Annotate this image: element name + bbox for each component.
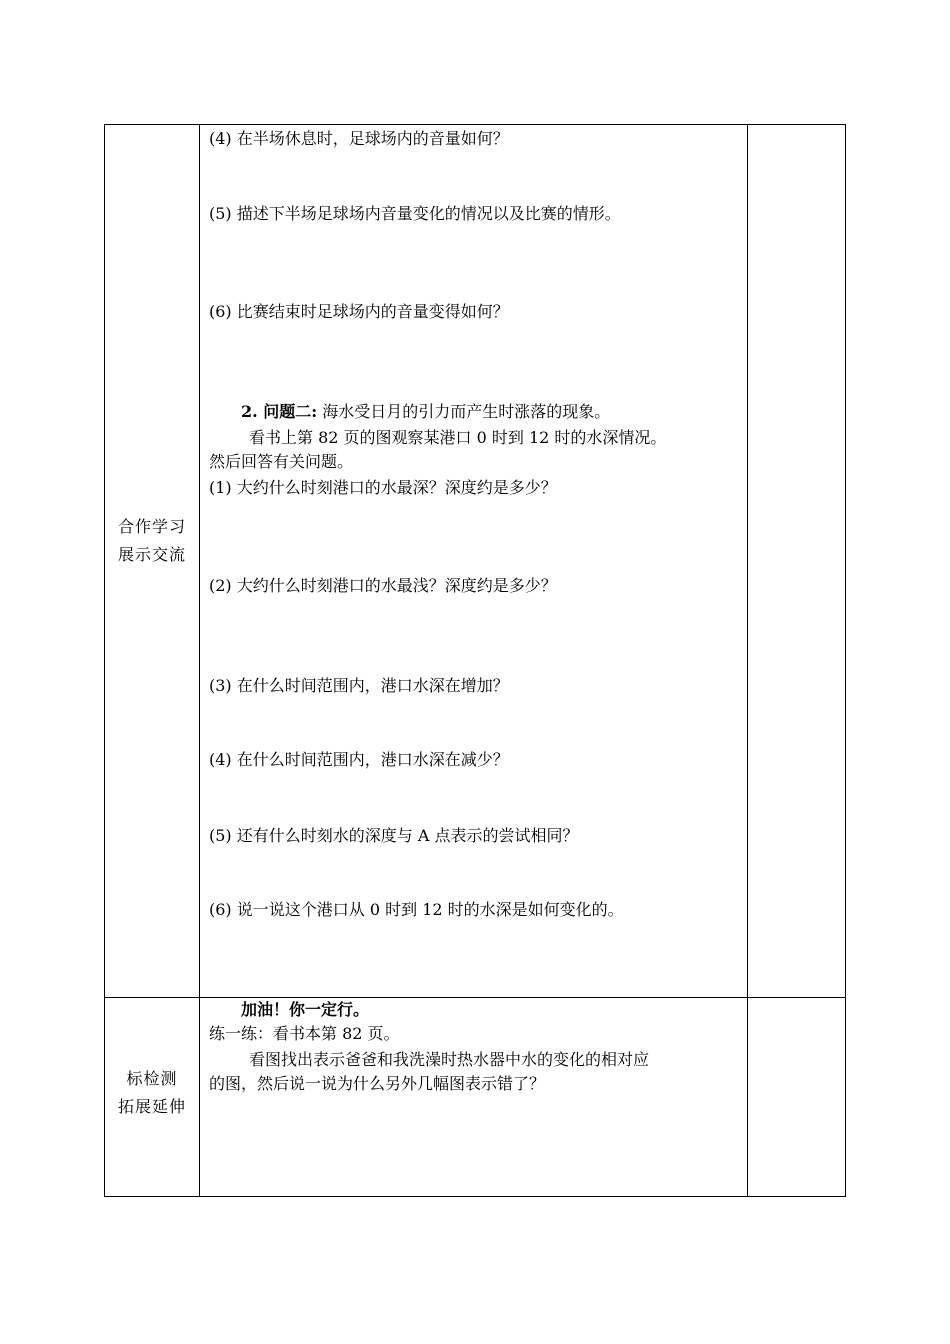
question-item: (1) 大约什么时刻港口的水最深？深度约是多少？ <box>209 478 557 497</box>
practice-text: 练一练：看书本第 82 页。 <box>209 1024 400 1043</box>
section-label-cooperative-learning <box>105 513 199 569</box>
column-divider-left <box>199 125 200 1196</box>
question-item: (6) 说一说这个港口从 0 时到 12 时的水深是如何变化的。 <box>209 900 624 919</box>
problem-two-title: 海水受日月的引力而产生时涨落的现象。 <box>317 402 611 421</box>
section-label-extension <box>105 1065 199 1121</box>
question-item: (5) 描述下半场足球场内音量变化的情况以及比赛的情形。 <box>209 204 621 223</box>
task-text: 的图，然后说一说为什么另外几幅图表示错了？ <box>209 1074 546 1093</box>
task-text: 看图找出表示爸爸和我洗澡时热水器中水的变化的相对应 <box>249 1050 650 1069</box>
question-item: (6) 比赛结束时足球场内的音量变得如何？ <box>209 302 509 321</box>
column-divider-right <box>747 125 748 1196</box>
problem-two-heading <box>241 401 610 423</box>
question-item: (2) 大约什么时刻港口的水最浅？深度约是多少？ <box>209 576 557 595</box>
section-label-line: 合作学习 <box>117 517 186 536</box>
problem-two-intro: 看书上第 82 页的图观察某港口 0 时到 12 时的水深情况。 <box>249 428 667 447</box>
worksheet-table <box>104 124 846 1197</box>
row-divider <box>105 997 845 998</box>
problem-two-label: 2. 问题二: <box>241 402 318 421</box>
question-item: (4) 在半场休息时，足球场内的音量如何？ <box>209 129 509 148</box>
section-label-line: 标检测 <box>126 1069 178 1088</box>
problem-two-intro: 然后回答有关问题。 <box>209 452 354 471</box>
question-item: (4) 在什么时间范围内，港口水深在减少？ <box>209 750 509 769</box>
question-item: (3) 在什么时间范围内，港口水深在增加？ <box>209 676 509 695</box>
encouragement-text: 加油！你一定行。 <box>241 1000 370 1019</box>
section-label-line: 展示交流 <box>117 545 186 564</box>
question-item: (5) 还有什么时刻水的深度与 A 点表示的尝试相同？ <box>209 826 579 845</box>
section-label-line: 拓展延伸 <box>117 1097 186 1116</box>
